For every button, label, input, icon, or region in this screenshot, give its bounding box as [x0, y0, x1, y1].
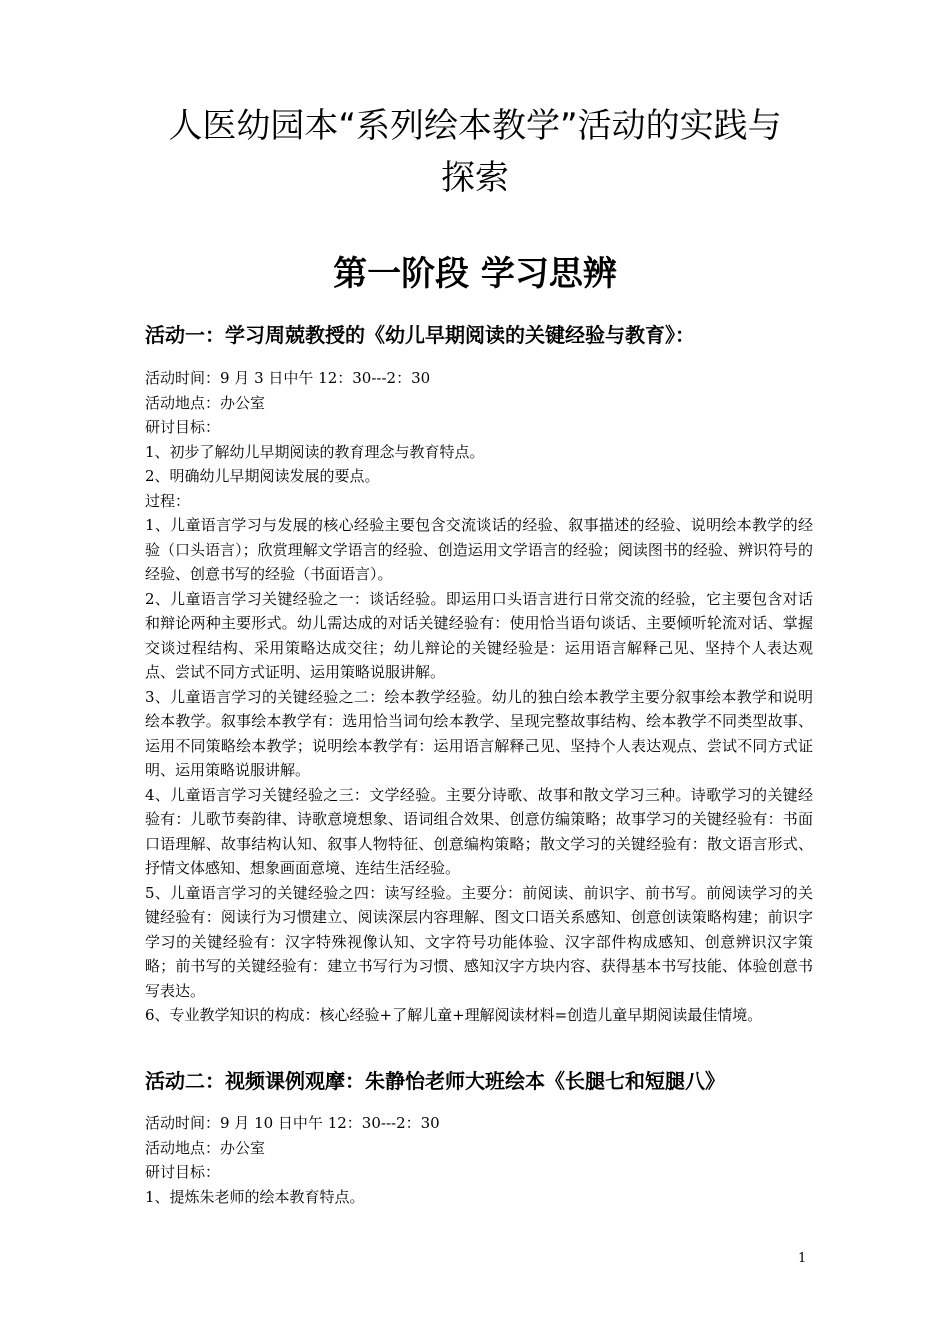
- document-title-line-1: 人医幼园本“系列绘本教学”活动的实践与: [168, 106, 782, 146]
- activity-1-heading: 活动一：学习周兢教授的《幼儿早期阅读的关键经验与教育》：: [145, 323, 695, 347]
- activity-2-heading: 活动二：视频课例观摩：朱静怡老师大班绘本《长腿七和短腿八》: [145, 1069, 725, 1093]
- activity-1-process-item-1: 1、儿童语言学习与发展的核心经验主要包含交流谈话的经验、叙事描述的经验、说明绘本教学的经验（口头语言）；欣赏理解文学语言的经验、创造运用文学语言的经验；阅读图书的经验、辨识符号的经验、创意书写的经验（书面语言）。: [145, 516, 813, 583]
- activity-2-goals-label: 研讨目标：: [145, 1163, 221, 1181]
- activity-2-place: 活动地点：办公室: [145, 1138, 266, 1157]
- activity-1-goal-1: 1、初步了解幼儿早期阅读的教育理念与教育特点。: [145, 442, 485, 461]
- document-title: [120, 100, 830, 204]
- activity-1-goals-label: 研讨目标：: [145, 418, 221, 436]
- activity-2-time: 活动时间：9 月 10 日中午 12：30---2：30: [145, 1114, 440, 1132]
- activity-1-goal-2: 2、明确幼儿早期阅读发展的要点。: [145, 467, 380, 485]
- activity-1-process-item-5: 5、儿童语言学习的关键经验之四：读写经验。主要分：前阅读、前识字、前书写。前阅读学习的关键经验有：阅读行为习惯建立、阅读深层内容理解、图文口语关系感知、创意创读策略构建；前识字学习的关键经验有：汉字特殊视像认知、文字符号功能体验、汉字部件构成感知、创意辨识汉字策略；前书写的关键经验有：建立书写行为习惯、感知汉字方块内容、获得基本书写技能、体验创意书写表达。: [145, 883, 813, 1000]
- activity-1-process-item-4: 4、儿童语言学习关键经验之三：文学经验。主要分诗歌、故事和散文学习三种。诗歌学习的关键经验有：儿歌节奏韵律、诗歌意境想象、语词组合效果、创意仿编策略；故事学习的关键经验有：书面口语理解、故事结构认知、叙事人物特征、创意编构策略；散文学习的关键经验有：散文语言形式、抒情文体感知、想象画面意境、连结生活经验。: [145, 785, 813, 877]
- activity-1-place: 活动地点：办公室: [145, 393, 266, 412]
- activity-1-process-item-6: 6、专业教学知识的构成：核心经验+了解儿童+理解阅读材料=创造儿童早期阅读最佳情境。: [145, 1006, 763, 1024]
- activity-2-goal-1: 1、提炼朱老师的绘本教育特点。: [145, 1187, 365, 1206]
- activity-1-body: [145, 366, 813, 1028]
- document-title-line-2: 探索: [441, 158, 509, 198]
- activity-1-process-item-3: 3、儿童语言学习的关键经验之二：绘本教学经验。幼儿的独白绘本教学主要分叙事绘本教学和说明绘本教学。叙事绘本教学有：选用恰当词句绘本教学、呈现完整故事结构、绘本教学不同类型故事、运用不同策略绘本教学；说明绘本教学有：运用语言解释己见、坚持个人表达观点、尝试不同方式证明、运用策略说服讲解。: [145, 687, 813, 779]
- stage-title: 第一阶段 学习思辨: [333, 254, 617, 294]
- activity-2-body: [145, 1111, 813, 1209]
- activity-1-time: 活动时间：9 月 3 日中午 12：30---2：30: [145, 369, 431, 387]
- page-number: 1: [798, 1251, 807, 1266]
- activity-1-process-item-2: 2、儿童语言学习关键经验之一：谈话经验。即运用口头语言进行日常交流的经验，它主要包含对话和辩论两种主要形式。幼儿需达成的对话关键经验有：使用恰当语句谈话、主要倾听轮流对话、掌握交谈过程结构、采用策略达成交往；幼儿辩论的关键经验是：运用语言解释己见、坚持个人表达观点、尝试不同方式证明、运用策略说服讲解。: [145, 589, 813, 681]
- activity-1-process-label: 过程：: [145, 491, 191, 510]
